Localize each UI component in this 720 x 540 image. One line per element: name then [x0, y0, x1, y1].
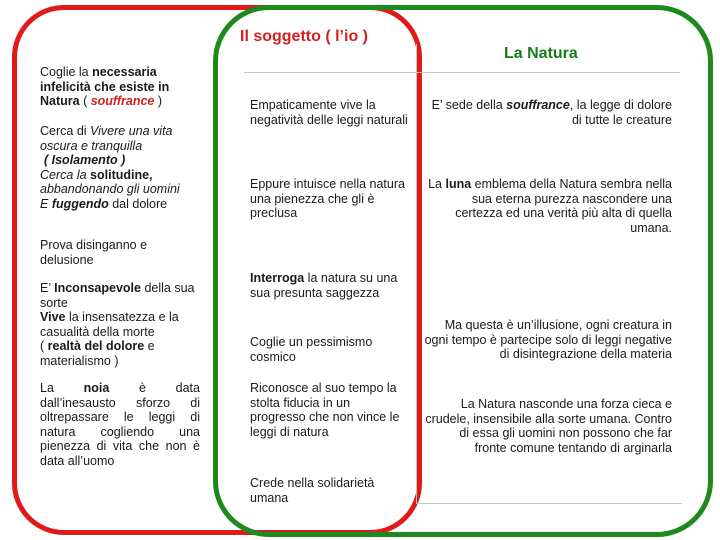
left-block-1: Coglie la necessaria infelicità che esiste in Natura ( souffrance ): [40, 65, 170, 108]
left-block-4: E’ Inconsapevole della sua sorte Vive la insensatezza e la casualità della morte ( realtà del dolore e materialismo ): [40, 281, 195, 368]
right-block-1: E’ sede della souffrance, la legge di dolore di tutte le creature: [431, 98, 672, 127]
middle-block-6: Crede nella solidarietà umana: [250, 476, 375, 505]
bottom-divider: [416, 503, 682, 504]
left-block-2: Cerca di Vivere una vita oscura e tranquilla ( Isolamento ) Cerca la solitudine, abbandonando gli uomini E fuggendo dal dolore: [40, 124, 180, 211]
middle-block-4: Coglie un pessimismo cosmico: [250, 335, 373, 364]
right-block-4: La Natura nasconde una forza cieca e crudele, insensibile alla sorte umana. Contro di essa gli uomini non possono che far fronte comune tentando di arginarla: [425, 397, 672, 455]
header-divider: [244, 72, 680, 73]
middle-block-2: Eppure intuisce nella natura una pienezza che gli è preclusa: [250, 177, 405, 220]
column-divider: [416, 44, 417, 504]
nature-title: La Natura: [500, 45, 582, 63]
left-block-5: La noia è data dall’inesausto sforzo di oltrepassare le leggi di natura cogliendo una pienezza di vita che non è data all’uomo: [40, 381, 200, 468]
middle-block-3: Interroga la natura su una sua presunta saggezza: [250, 271, 398, 300]
ego-title: Il soggetto ( l’io ): [236, 28, 372, 46]
right-block-3: Ma questa è un’illusione, ogni creatura in ogni tempo è partecipe solo di leggi negative di disintegrazione della materia: [424, 318, 672, 361]
middle-block-1: Empaticamente vive la negatività delle leggi naturali: [250, 98, 408, 127]
left-block-3: Prova disinganno e delusione: [40, 238, 148, 267]
right-block-2: La luna emblema della Natura sembra nella sua eterna purezza nascondere una certezza ed una verità più alta di quella umana.: [428, 177, 672, 235]
middle-block-5: Riconosce al suo tempo la stolta fiducia in un progresso che non vince le leggi di natura: [250, 381, 400, 439]
